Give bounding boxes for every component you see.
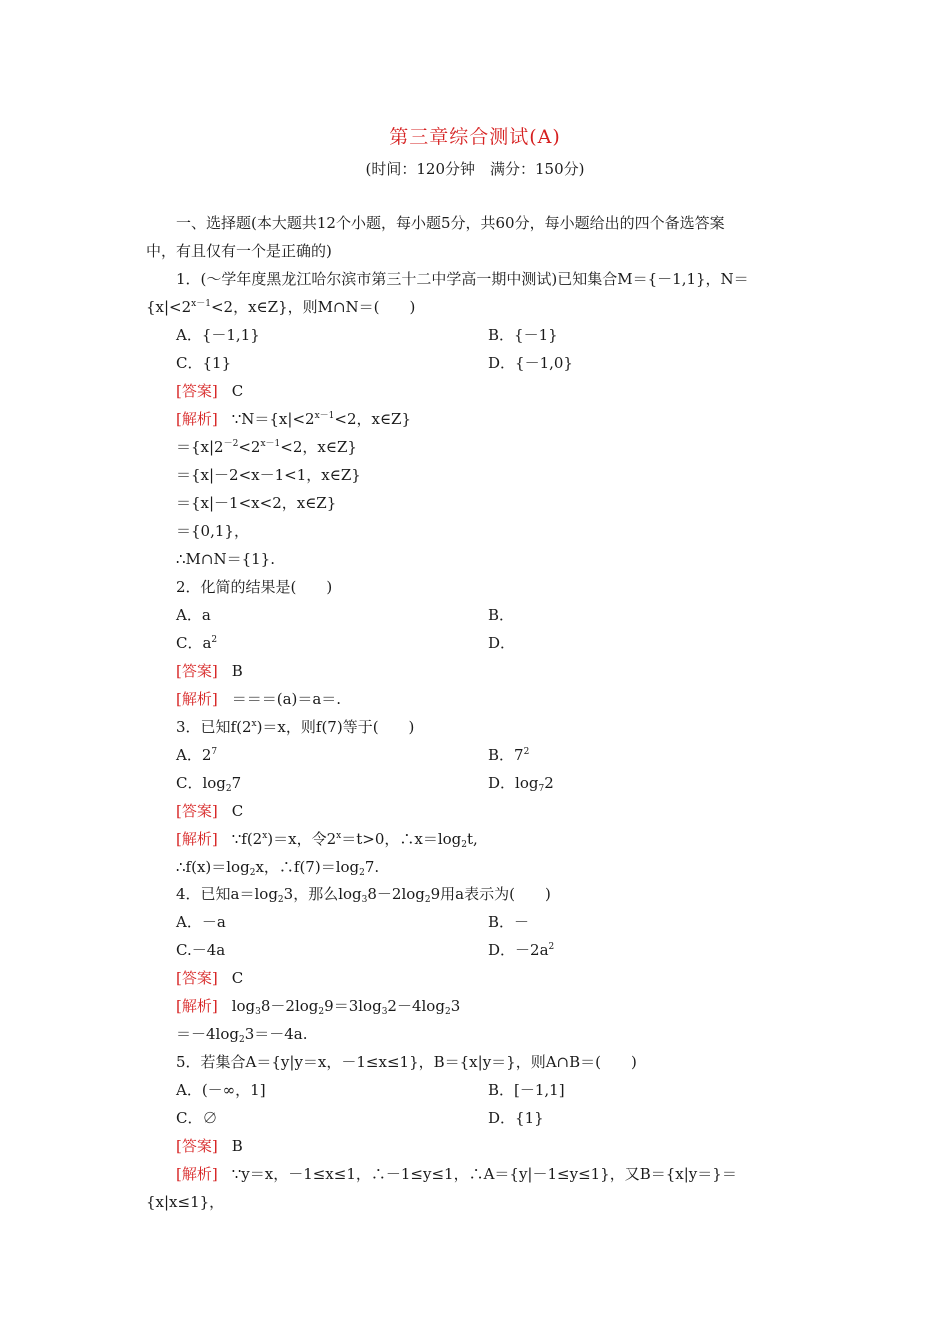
q2-option-b: B． xyxy=(488,606,515,624)
q1-analysis-line-2: $=\{x|2^{-2}<2^{x-1}<2$，x∈Z} xyxy=(176,438,357,456)
q5-option-c: C．∅ xyxy=(176,1109,218,1127)
analysis-label: [解析] xyxy=(176,830,218,848)
q2-option-a: A．a xyxy=(176,606,211,624)
q1-stem-line-1: 1．(～学年度黑龙江哈尔滨市第三十二中学高一期中测试)已知集合M＝{－1,1}，N＝ xyxy=(176,270,749,288)
q3-answer: [答案] C xyxy=(176,802,244,820)
q4-answer: [答案] C xyxy=(176,969,244,987)
q5-answer: [答案] B xyxy=(176,1137,243,1155)
q3-option-a: A．$2^7$ xyxy=(176,746,218,764)
q4-option-b: B．－ xyxy=(488,913,530,931)
q1-answer: [答案] C xyxy=(176,382,244,400)
q2-analysis: [解析] ＝＝＝(a)＝a＝. xyxy=(176,690,342,708)
q5-option-b: B．[－1,1] xyxy=(488,1081,565,1099)
q3-option-d: D．$\log_72$ xyxy=(488,774,554,794)
section-heading-line-1: 一、选择题(本大题共12个小题，每小题5分，共60分，每小题给出的四个备选答案 xyxy=(176,214,725,232)
analysis-label: [解析] xyxy=(176,1165,218,1183)
section-heading-line-2: 中，有且仅有一个是正确的) xyxy=(146,242,332,260)
q1-option-b: B．{－1} xyxy=(488,326,558,344)
q5-analysis-line-2: {x|x≤1}， xyxy=(146,1193,225,1211)
q1-analysis-line-6: ∴M∩N＝{1}. xyxy=(176,550,275,568)
answer-label: [答案] xyxy=(176,1137,218,1155)
q5-analysis-line-1: [解析] ∵y＝x，－1≤x≤1，∴－1≤y≤1，∴A＝{y|－1≤y≤1}，又B＝{x|y＝}＝ xyxy=(176,1165,737,1183)
analysis-label: [解析] xyxy=(176,410,218,428)
answer-label: [答案] xyxy=(176,662,218,680)
q3-option-c: C．$\log_27$ xyxy=(176,774,242,794)
q2-option-d: D． xyxy=(488,634,516,652)
q1-analysis-line-1: [解析] $\because N=\{x|<2^{x-1}<2$，x∈Z} xyxy=(176,410,412,428)
answer-label: [答案] xyxy=(176,382,218,400)
q2-option-c: C．$a^2$ xyxy=(176,634,218,652)
q1-analysis-line-3: ＝{x|－2<x－1<1，x∈Z} xyxy=(176,466,361,484)
analysis-label: [解析] xyxy=(176,690,218,708)
q3-analysis-line-1: [解析] $\because f(2^x)=x$，令$2^x=t>0$，$\therefore x=\log_2t$, xyxy=(176,830,478,850)
q1-analysis-line-4: ＝{x|－1<x<2，x∈Z} xyxy=(176,494,337,512)
q1-option-a: A．{－1,1} xyxy=(176,326,260,344)
q3-analysis-line-2: $\therefore f(x)=\log_2x$，$\therefore f(7)=\log_27$. xyxy=(176,858,380,878)
q1-analysis-line-5: ＝{0,1}， xyxy=(176,522,249,540)
q2-stem: 2．化简的结果是( ) xyxy=(176,578,333,596)
q4-option-a: A．－a xyxy=(176,913,226,931)
q1-stem-line-2: {$x|<2^{x-1}<2$，x∈Z}，则M∩N＝( ) xyxy=(146,298,416,316)
q5-option-a: A．(－∞，1] xyxy=(176,1081,266,1099)
q5-stem: 5．若集合A＝{y|y＝x，－1≤x≤1}，B＝{x|y＝}，则A∩B＝( ) xyxy=(176,1053,637,1071)
analysis-label: [解析] xyxy=(176,997,218,1015)
page-subtitle: (时间：120分钟 满分：150分) xyxy=(365,160,585,178)
answer-label: [答案] xyxy=(176,969,218,987)
page-title: 第三章综合测试(A) xyxy=(389,126,561,148)
q1-option-d: D．{－1,0} xyxy=(488,354,573,372)
q4-option-c: C.－4a xyxy=(176,941,226,959)
q3-stem: 3．已知$f(2^x)=x$，则f(7)等于( ) xyxy=(176,718,415,736)
q2-answer: [答案] B xyxy=(176,662,243,680)
q4-stem: 4．已知$a=\log_23$，那么$\log_38-2\log_29$用a表示为( ) xyxy=(176,885,551,905)
q4-option-d: D．$-2a^2$ xyxy=(488,941,555,959)
q5-option-d: D．{1} xyxy=(488,1109,544,1127)
q3-option-b: B．$7^2$ xyxy=(488,746,530,764)
q4-analysis-line-2: $=-4\log_23=-4a$. xyxy=(176,1025,308,1045)
answer-label: [答案] xyxy=(176,802,218,820)
q4-analysis-line-1: [解析] $\log_38-2\log_29=3\log_32-4\log_23$ xyxy=(176,997,461,1017)
q1-option-c: C．{1} xyxy=(176,354,232,372)
